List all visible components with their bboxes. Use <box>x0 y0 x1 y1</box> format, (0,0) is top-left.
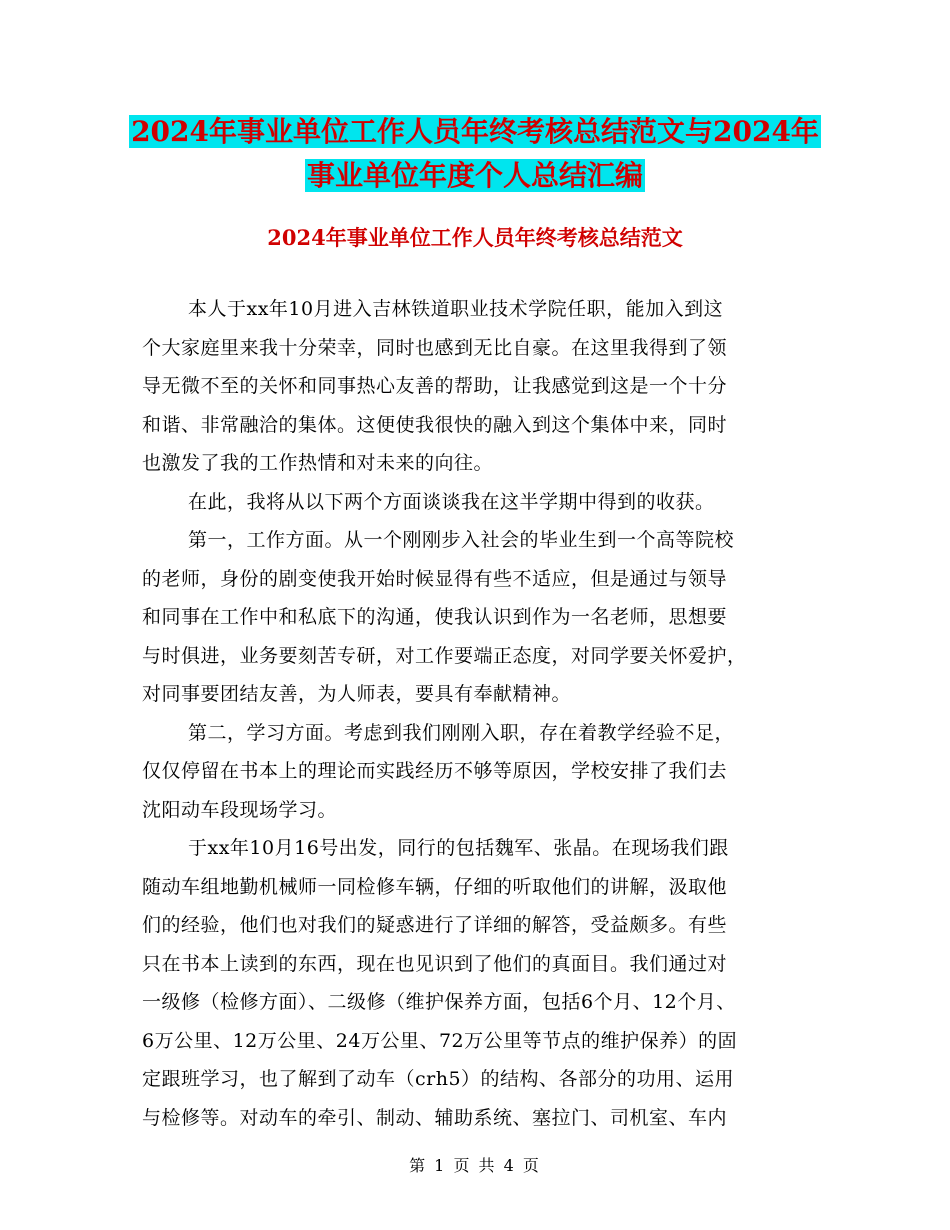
text-line: 本人于xx年10月进入吉林铁道职业技术学院任职，能加入到这 <box>188 298 724 320</box>
text-line: 也激发了我的工作热情和对未来的向往。 <box>142 452 494 474</box>
text-line: 于xx年10月16号出发，同行的包括魏军、张晶。在现场我们跟 <box>188 837 729 859</box>
text-line: 对同事要团结友善，为人师表，要具有奉献精神。 <box>142 683 572 705</box>
section-heading: 2024年事业单位工作人员年终考核总结范文 <box>267 225 683 250</box>
text-line: 仅仅停留在书本上的理论而实践经历不够等原因，学校安排了我们去 <box>142 760 728 782</box>
text-line: 第一，工作方面。从一个刚刚步入社会的毕业生到一个高等院校 <box>188 529 735 551</box>
document-title-line-2: 事业单位年度个人总结汇编 <box>306 159 643 192</box>
body-text <box>142 290 802 1137</box>
text-line: 在此，我将从以下两个方面谈谈我在这半学期中得到的收获。 <box>188 490 715 513</box>
document-title-line-1: 2024年事业单位工作人员年终考核总结范文与2024年 <box>131 115 819 148</box>
text-line: 和同事在工作中和私底下的沟通，使我认识到作为一名老师，思想要 <box>142 606 728 628</box>
text-line: 定跟班学习，也了解到了动车（crh5）的结构、各部分的功用、运用 <box>142 1068 735 1090</box>
text-line: 个大家庭里来我十分荣幸，同时也感到无比自豪。在这里我得到了领 <box>142 336 728 359</box>
text-line: 们的经验，他们也对我们的疑惑进行了详细的解答，受益颇多。有些 <box>142 914 728 936</box>
page-footer: 第 1 页 共 4 页 <box>409 1156 541 1175</box>
text-line: 导无微不至的关怀和同事热心友善的帮助，让我感觉到这是一个十分 <box>142 375 728 397</box>
text-line: 6万公里、12万公里、24万公里、72万公里等节点的维护保养）的固 <box>142 1029 738 1052</box>
text-line: 和谐、非常融洽的集体。这便使我很快的融入到这个集体中来，同时 <box>142 413 728 436</box>
text-line: 与检修等。对动车的牵引、制动、辅助系统、塞拉门、司机室、车内 <box>142 1106 728 1129</box>
text-line: 的老师，身份的剧变使我开始时候显得有些不适应，但是通过与领导 <box>142 567 728 590</box>
text-line: 与时俱进，业务要刻苦专研，对工作要端正态度，对同学要关怀爱护， <box>142 644 747 667</box>
text-line: 一级修（检修方面）、二级修（维护保养方面，包括6个月、12个月、 <box>142 991 736 1013</box>
text-line: 沈阳动车段现场学习。 <box>142 798 338 821</box>
text-line: 第二，学习方面。考虑到我们刚刚入职，存在着教学经验不足， <box>188 721 735 744</box>
text-line: 随动车组地勤机械师一同检修车辆，仔细的听取他们的讲解，汲取他 <box>142 875 728 898</box>
text-line: 只在书本上读到的东西，现在也见识到了他们的真面目。我们通过对 <box>142 952 728 975</box>
